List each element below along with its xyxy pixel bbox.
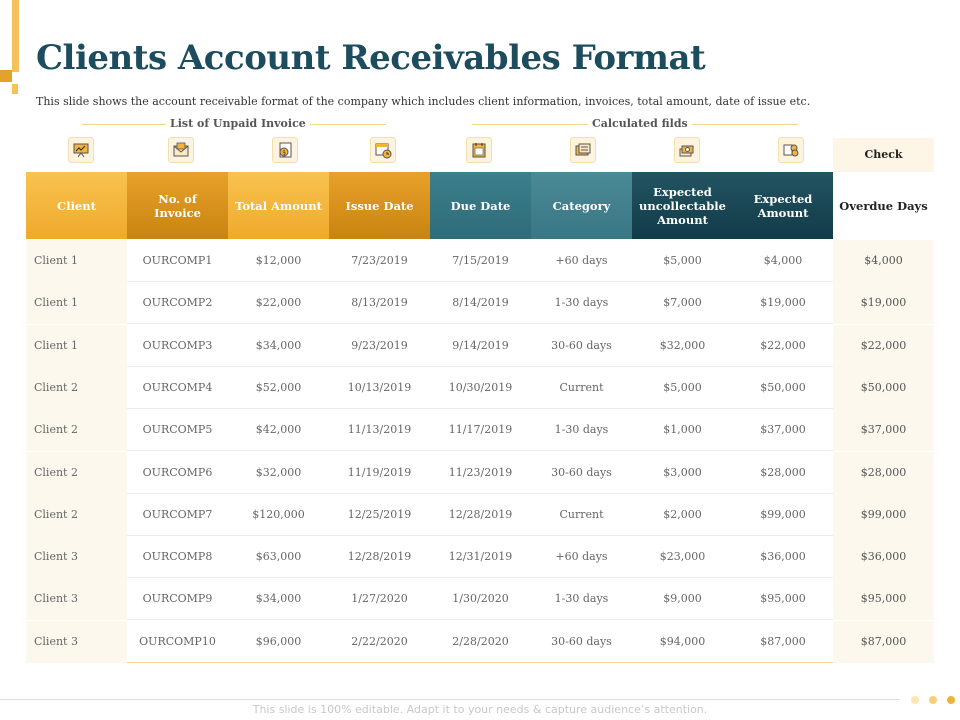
table-cell: Client 3 (26, 536, 127, 578)
table-cell: 30-60 days (551, 338, 612, 352)
check-header: Check (833, 138, 934, 172)
table-cell: $2,000 (663, 507, 702, 521)
table-cell: 12/25/2019 (347, 507, 412, 521)
footer-divider (0, 699, 900, 700)
table-cell: OURCOMP9 (142, 592, 213, 606)
table-cell: Client 3 (26, 578, 127, 620)
accent-square (0, 70, 12, 82)
table-cell: $95,000 (833, 578, 934, 620)
table-cell: $4,000 (833, 240, 934, 282)
table-cell: $99,000 (833, 494, 934, 536)
page-subtitle: This slide shows the account receivable format of the company which includes client information, invoices, total amount, date of issue etc. (36, 95, 811, 108)
table-cell: Client 2 (26, 367, 127, 409)
table-cell: OURCOMP5 (142, 423, 213, 437)
table-cell: $87,000 (833, 621, 934, 663)
table-cell: $87,000 (760, 634, 806, 648)
table-cell: $34,000 (255, 338, 302, 352)
table-cell: 12/28/2019 (448, 507, 513, 521)
table-cell: OURCOMP4 (142, 380, 213, 394)
table-cell: $36,000 (833, 536, 934, 578)
column-header-due-date[interactable]: Due Date (430, 172, 531, 239)
calendar-icon (466, 137, 492, 163)
footer-dot (929, 696, 937, 704)
table-cell: 30-60 days (551, 465, 612, 479)
table-cell: 10/30/2019 (448, 380, 513, 394)
table-cell: 1-30 days (554, 592, 609, 606)
table-cell: OURCOMP3 (142, 338, 213, 352)
table-cell: 12/28/2019 (347, 550, 412, 564)
table-cell: $34,000 (255, 592, 302, 606)
unpaid-group-label: List of Unpaid Invoice (166, 117, 310, 130)
table-cell: $22,000 (833, 325, 934, 367)
table-cell: $95,000 (760, 592, 806, 606)
table-cell: Client 1 (26, 282, 127, 324)
table-cell: $50,000 (760, 380, 806, 394)
table-cell: $37,000 (760, 423, 806, 437)
table-cell: $37,000 (833, 409, 934, 451)
footer-dot (947, 696, 955, 704)
table-cell: OURCOMP2 (142, 296, 213, 310)
table-cell: $63,000 (255, 550, 302, 564)
table-row[interactable] (26, 367, 934, 409)
table-cell: 11/19/2019 (347, 465, 412, 479)
table-cell: $52,000 (255, 380, 302, 394)
envelope-icon (168, 137, 194, 163)
column-header-overdue-days[interactable]: Overdue Days (833, 172, 934, 239)
table-cell: $120,000 (252, 507, 305, 521)
table-cell: $7,000 (663, 296, 702, 310)
document-money-icon (272, 137, 298, 163)
table-cell: $96,000 (255, 634, 302, 648)
table-cell: Client 1 (26, 240, 127, 282)
column-header-total-amount[interactable]: Total Amount (228, 172, 329, 239)
table-cell: $1,000 (663, 423, 702, 437)
table-cell: Client 2 (26, 494, 127, 536)
accent-square-small (12, 84, 18, 94)
folders-icon (570, 137, 596, 163)
table-cell: 11/17/2019 (448, 423, 513, 437)
table-row[interactable] (26, 536, 934, 578)
table-cell: 8/13/2019 (351, 296, 408, 310)
table-cell: OURCOMP6 (142, 465, 213, 479)
column-header-category[interactable]: Category (531, 172, 632, 239)
table-cell: 9/23/2019 (351, 338, 408, 352)
column-header-expected-uncollectable[interactable]: Expected uncollectable Amount (632, 172, 733, 239)
table-cell: 9/14/2019 (452, 338, 509, 352)
table-cell: 1-30 days (554, 423, 609, 437)
table-cell: $9,000 (663, 592, 702, 606)
table-cell: OURCOMP10 (139, 634, 216, 648)
table-cell: $4,000 (763, 254, 803, 267)
table-cell: $19,000 (833, 282, 934, 324)
table-row[interactable] (26, 621, 934, 663)
table-cell: 1-30 days (554, 296, 609, 310)
table-cell: Current (559, 380, 604, 394)
table-cell: $50,000 (833, 367, 934, 409)
table-row[interactable] (26, 494, 934, 536)
table-cell: OURCOMP8 (142, 550, 213, 564)
table-cell: $42,000 (255, 423, 302, 437)
footer-note: This slide is 100% editable. Adapt it to your needs & capture audience’s attention. (252, 703, 708, 716)
table-cell: $99,000 (760, 507, 806, 521)
table-cell: 1/30/2020 (452, 592, 509, 606)
table-cell: Client 3 (26, 621, 127, 663)
table-cell: Client 1 (26, 325, 127, 367)
table-row[interactable] (26, 452, 934, 494)
table-cell: $32,000 (659, 338, 706, 352)
table-cell: 2/28/2020 (452, 634, 509, 648)
table-cell: Current (559, 507, 604, 521)
table-cell: +60 days (555, 550, 608, 564)
table-cell: 8/14/2019 (452, 296, 509, 310)
table-row[interactable] (26, 325, 934, 367)
table-cell: $3,000 (663, 465, 702, 479)
table-cell: OURCOMP7 (142, 507, 213, 521)
table-cell: 1/27/2020 (351, 592, 408, 606)
table-row[interactable] (26, 409, 934, 451)
table-cell: $19,000 (760, 296, 806, 310)
table-cell: 11/13/2019 (347, 423, 412, 437)
column-header-invoice-no[interactable]: No. of Invoice (127, 172, 228, 239)
table-cell: $22,000 (255, 296, 302, 310)
table-cell: 12/31/2019 (448, 550, 513, 564)
table-cell: 30-60 days (551, 634, 612, 648)
svg-text:$: $ (282, 149, 287, 157)
money-stack-icon (674, 137, 700, 163)
presentation-chart-icon (68, 137, 94, 163)
table-row[interactable] (26, 240, 934, 282)
table-cell: $5,000 (663, 254, 702, 267)
table-cell: $36,000 (760, 550, 806, 564)
footer-dot (911, 696, 919, 704)
table-cell: $23,000 (659, 550, 706, 564)
table-cell: Client 2 (26, 452, 127, 494)
table-cell: 10/13/2019 (347, 380, 412, 394)
column-header-issue-date[interactable]: Issue Date (329, 172, 430, 239)
calculated-group-label: Calculated filds (588, 117, 692, 130)
table-cell: $28,000 (833, 452, 934, 494)
coins-hand-icon (778, 137, 804, 163)
table-cell: 11/23/2019 (448, 465, 513, 479)
table-cell: $5,000 (663, 380, 702, 394)
table-cell: 7/23/2019 (351, 254, 408, 267)
table-row[interactable] (26, 282, 934, 324)
column-header-client[interactable]: Client (26, 172, 127, 239)
table-cell: 7/15/2019 (452, 254, 509, 267)
table-row[interactable] (26, 578, 934, 620)
column-header-expected-amount[interactable]: Expected Amount (733, 172, 833, 239)
accent-bar (12, 0, 19, 72)
table-cell: $22,000 (760, 338, 806, 352)
table-cell: 2/22/2020 (351, 634, 408, 648)
table-cell: $12,000 (255, 254, 302, 267)
table-cell: $28,000 (760, 465, 806, 479)
table-cell: $32,000 (255, 465, 302, 479)
table-cell: Client 2 (26, 409, 127, 451)
table-cell: OURCOMP1 (142, 254, 213, 267)
page-title: Clients Account Receivables Format (36, 38, 706, 78)
table-cell: $94,000 (659, 634, 706, 648)
table-cell: +60 days (555, 254, 608, 267)
calendar-clock-icon (370, 137, 396, 163)
